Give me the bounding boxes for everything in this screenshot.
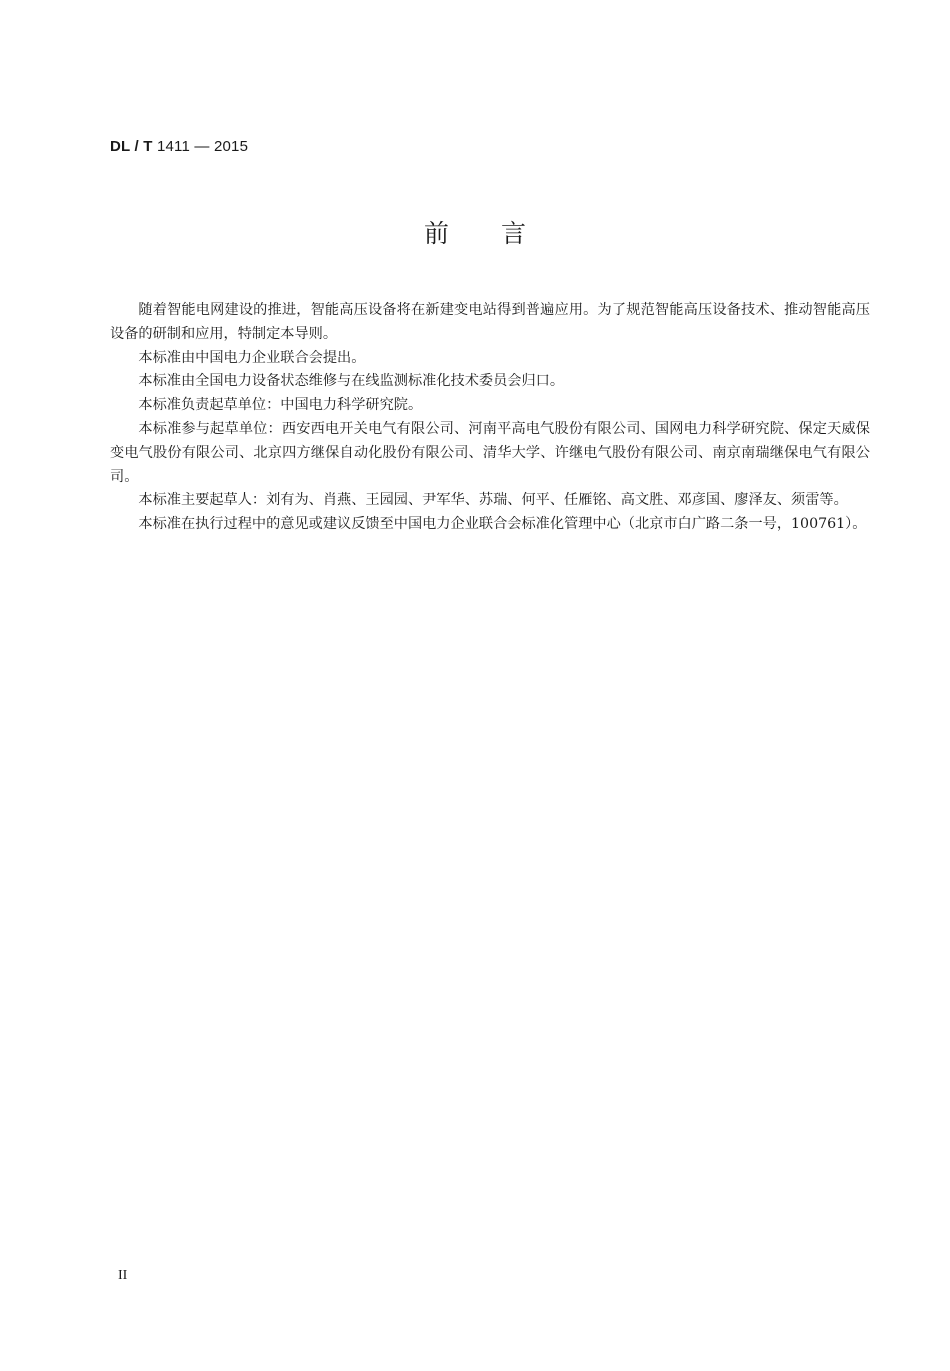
paragraph-feedback: 本标准在执行过程中的意见或建议反馈至中国电力企业联合会标准化管理中心（北京市白广路二条一号，100761）。 [138, 516, 867, 533]
paragraph-lead-drafter: 本标准负责起草单位：中国电力科学研究院。 [138, 397, 423, 414]
standard-code-prefix: DL / T [110, 138, 153, 155]
page-title: 前言 [423, 219, 578, 248]
paragraph-main-drafters: 本标准主要起草人：刘有为、肖燕、王园园、尹军华、苏瑞、何平、任雁铭、高文胜、邓彦国、廖泽友、须雷等。 [138, 492, 848, 509]
foreword-body [110, 299, 870, 537]
paragraph-intro: 随着智能电网建设的推进，智能高压设备将在新建变电站得到普遍应用。为了规范智能高压设备技术、推动智能高压设备的研制和应用，特制定本导则。 [110, 302, 870, 342]
paragraph-technical-committee: 本标准由全国电力设备状态维修与在线监测标准化技术委员会归口。 [138, 373, 565, 390]
standard-code [110, 138, 248, 155]
paragraph-proposer: 本标准由中国电力企业联合会提出。 [138, 349, 366, 366]
page-number: II [118, 1268, 128, 1283]
standard-code-number: 1411 — 2015 [152, 138, 249, 155]
paragraph-participating-drafters: 本标准参与起草单位：西安西电开关电气有限公司、河南平高电气股份有限公司、国网电力科学研究院、保定天威保变电气股份有限公司、北京四方继保自动化股份有限公司、清华大学、许继电气股份有限公司、南京南瑞继保电气有限公司。 [110, 420, 870, 485]
